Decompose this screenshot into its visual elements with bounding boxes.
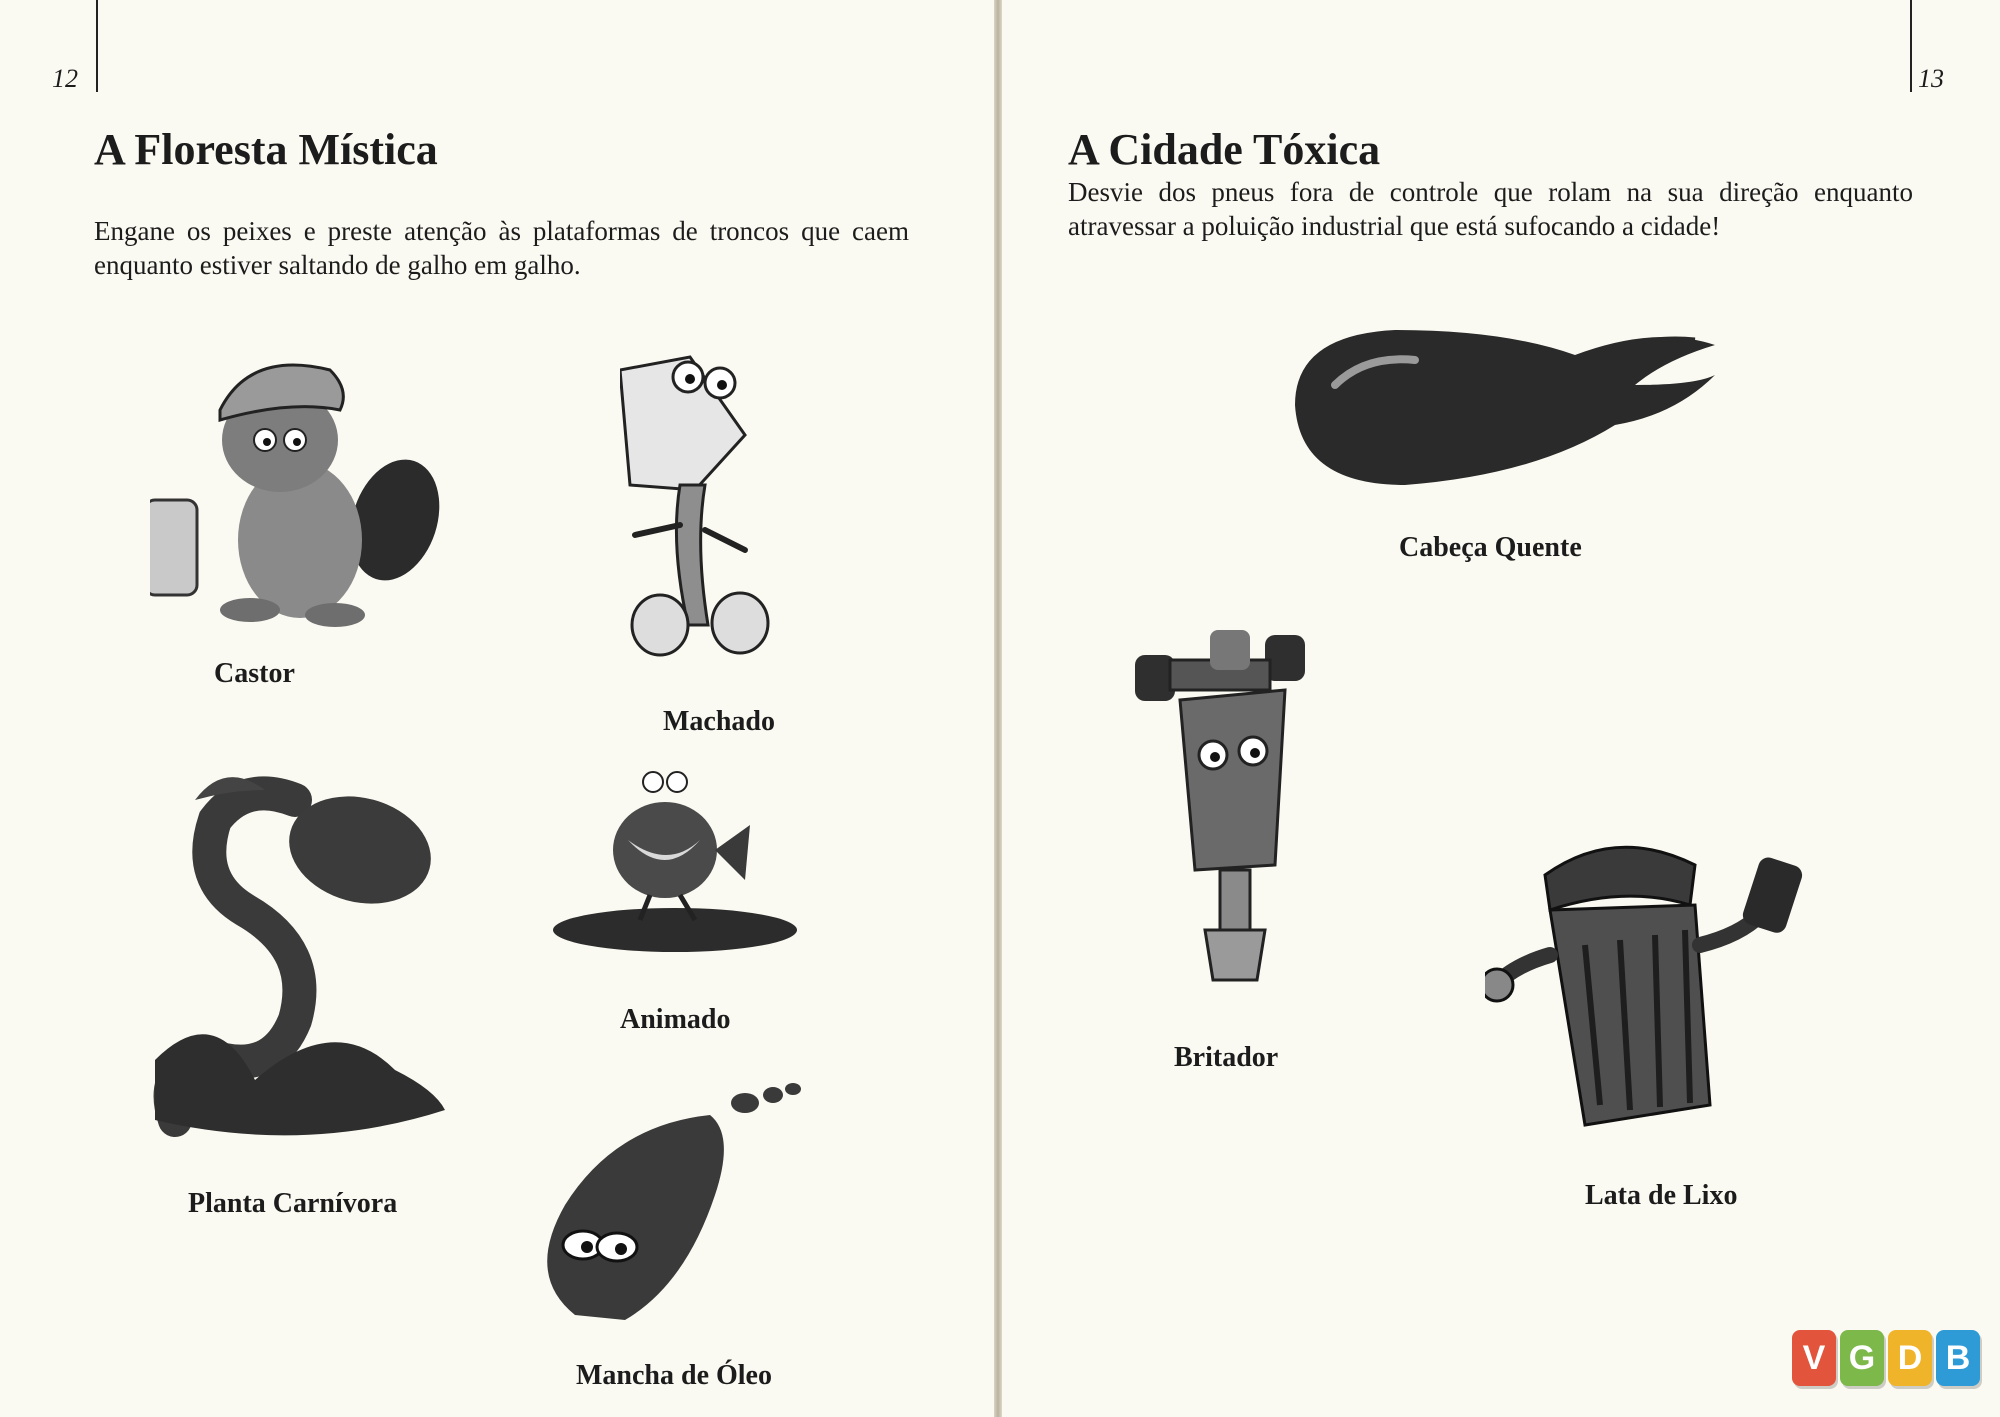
section-intro-left: Engane os peixes e preste atenção às plataformas de troncos que caem enquanto estiver saltando de galho em galho. — [94, 216, 909, 280]
page-rule-left — [96, 0, 98, 92]
vgdb-watermark-logo — [1792, 1330, 1980, 1386]
fish-icon — [550, 760, 800, 970]
jackhammer-icon — [1125, 615, 1350, 995]
character-label-castor: Castor — [214, 658, 295, 689]
section-title-right: A Cidade Tóxica — [1068, 125, 1381, 174]
character-label-britador: Britador — [1174, 1042, 1279, 1073]
left-page — [0, 0, 995, 1417]
watermark-letter: V — [1792, 1330, 1836, 1386]
page-number-right: 13 — [1918, 64, 1944, 93]
axe-icon — [620, 355, 780, 670]
page-rule-right — [1910, 0, 1912, 92]
character-label-planta-carnivora: Planta Carnívora — [188, 1188, 398, 1219]
character-label-cabeca-quente: Cabeça Quente — [1399, 532, 1582, 563]
section-intro-right: Desvie dos pneus fora de controle que rolam na sua direção enquanto atravessar a poluição industrial que está sufocando a cidade! — [1068, 177, 1913, 241]
watermark-letter: G — [1840, 1330, 1884, 1386]
watermark-letter: B — [1936, 1330, 1980, 1386]
page-number-left: 12 — [52, 64, 78, 93]
carnivorous-plant-icon — [135, 760, 465, 1150]
section-title-left: A Floresta Mística — [94, 125, 438, 174]
watermark-letter: D — [1888, 1330, 1932, 1386]
character-label-mancha-de-oleo: Mancha de Óleo — [576, 1360, 772, 1391]
character-label-machado: Machado — [663, 706, 775, 737]
oil-slick-icon — [535, 1075, 815, 1325]
trash-can-icon — [1485, 835, 1855, 1135]
book-spine — [994, 0, 1002, 1417]
fireball-icon — [1275, 315, 1715, 495]
character-label-animado: Animado — [620, 1004, 731, 1035]
beaver-icon — [150, 330, 440, 630]
character-label-lata-de-lixo: Lata de Lixo — [1585, 1180, 1738, 1211]
